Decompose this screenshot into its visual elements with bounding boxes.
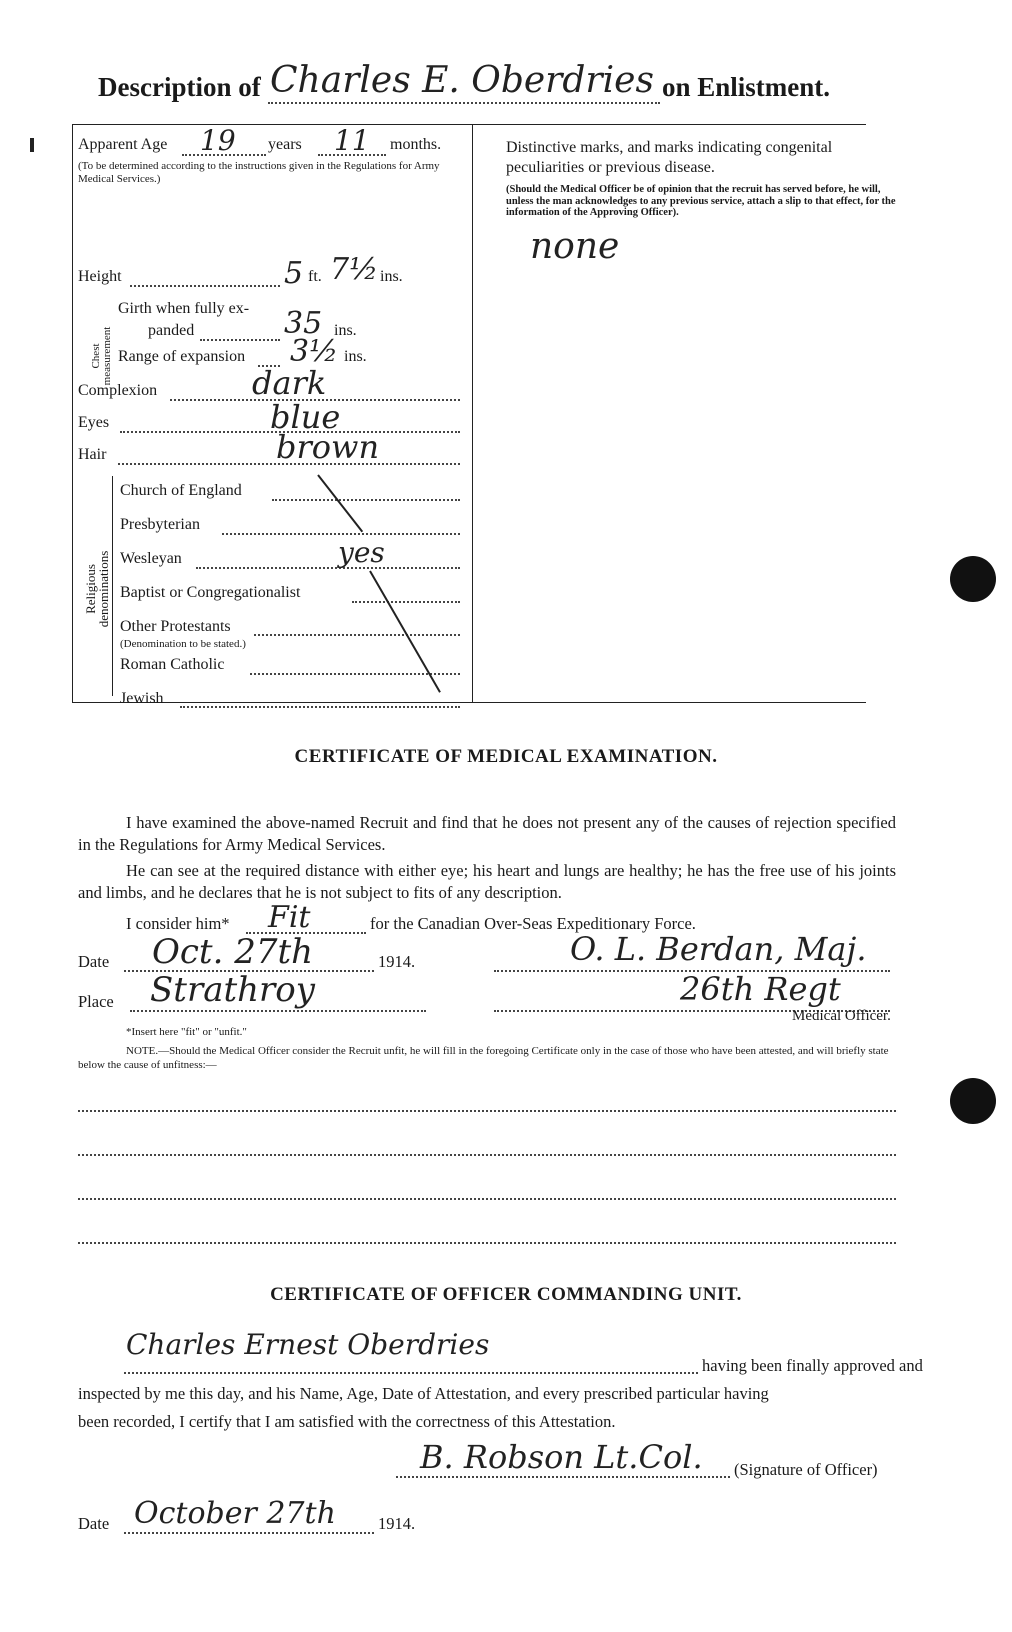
commanding-date-label: Date bbox=[78, 1514, 110, 1533]
commanding-recruit-name: Charles Ernest Oberdries bbox=[126, 1328, 490, 1361]
medical-heading: CERTIFICATE OF MEDICAL EXAMINATION. bbox=[294, 746, 718, 767]
medical-paragraph-2: He can see at the required distance with either eye; his heart and lungs are healthy; he has the free use of his joints and limbs, and he declares that he is not subject to fits of any description. bbox=[78, 861, 896, 902]
table-bottom-border bbox=[72, 702, 866, 703]
marks-note: (Should the Medical Officer be of opinion that the recruit has served before, he will, unless the man acknowledges to any previous service, attach a slip to that effect, for the information of the Approving Officer). bbox=[506, 184, 896, 218]
religion-line bbox=[222, 533, 460, 535]
age-years-value: 19 bbox=[200, 124, 236, 157]
recruit-name-handwritten: Charles E. Oberdries bbox=[270, 60, 654, 101]
medical-date-label: Date bbox=[78, 952, 110, 971]
medical-place-line bbox=[130, 1010, 426, 1012]
commanding-date-value: October 27th bbox=[134, 1496, 336, 1531]
range-label: Range of expansion bbox=[118, 348, 246, 365]
religion-pen-stroke bbox=[317, 474, 363, 532]
medical-officer-label: Medical Officer. bbox=[792, 1008, 891, 1024]
girth-label-2: panded bbox=[148, 322, 195, 339]
age-label: Apparent Age bbox=[78, 136, 168, 153]
religion-item: Other Protestants bbox=[120, 618, 231, 635]
girth-value: 35 bbox=[284, 306, 323, 341]
religion-line bbox=[196, 567, 460, 569]
religion-other-note: (Denomination to be stated.) bbox=[120, 638, 246, 650]
medical-paragraph-1: I have examined the above-named Recruit and find that he does not present any of the causes of rejection specified in the Regulations for Army Medical Services. bbox=[78, 813, 896, 854]
age-years-label: years bbox=[268, 136, 302, 153]
marks-value: none bbox=[530, 226, 620, 267]
hair-label: Hair bbox=[78, 446, 107, 463]
range-ins-label: ins. bbox=[344, 348, 367, 365]
medical-place-label: Place bbox=[78, 992, 114, 1011]
height-ft-label: ft. bbox=[308, 268, 322, 285]
complexion-value: dark bbox=[252, 364, 327, 402]
girth-ins-label: ins. bbox=[334, 322, 357, 339]
commanding-text-1: having been finally approved and bbox=[702, 1356, 923, 1375]
height-label: Height bbox=[78, 268, 122, 285]
chest-side-label: Chest measurement bbox=[90, 326, 113, 386]
commanding-signature-line bbox=[396, 1476, 730, 1478]
consider-prefix: I consider him* bbox=[126, 914, 230, 933]
medical-date-value: Oct. 27th bbox=[152, 932, 314, 972]
eyes-label: Eyes bbox=[78, 414, 110, 431]
religion-line bbox=[254, 634, 460, 636]
table-top-border bbox=[72, 124, 866, 125]
religion-item: Jewish bbox=[120, 690, 164, 707]
unfitness-line bbox=[78, 1198, 896, 1200]
punch-hole bbox=[950, 1078, 996, 1124]
height-ins-label: ins. bbox=[380, 268, 403, 285]
table-middle-divider bbox=[472, 124, 473, 702]
medical-year: 1914. bbox=[378, 952, 416, 971]
religion-item: Roman Catholic bbox=[120, 656, 225, 673]
medical-unit: 26th Regt bbox=[680, 970, 841, 1008]
consider-suffix: for the Canadian Over-Seas Expeditionary Force. bbox=[370, 914, 696, 933]
unfitness-line bbox=[78, 1154, 896, 1156]
commanding-officer-signature: B. Robson Lt.Col. bbox=[420, 1438, 703, 1476]
religion-item: Church of England bbox=[120, 482, 242, 499]
unfitness-line bbox=[78, 1242, 896, 1244]
religion-line bbox=[272, 499, 460, 501]
commanding-heading: CERTIFICATE OF OFFICER COMMANDING UNIT. bbox=[270, 1284, 742, 1305]
title-name-line bbox=[268, 102, 660, 104]
complexion-label: Complexion bbox=[78, 382, 158, 399]
range-value: 3½ bbox=[290, 334, 339, 369]
title-suffix: on Enlistment. bbox=[662, 72, 831, 102]
height-line bbox=[130, 285, 280, 287]
religion-item: Baptist or Congregationalist bbox=[120, 584, 301, 601]
commanding-year: 1914. bbox=[378, 1514, 416, 1533]
height-feet-value: 5 bbox=[284, 256, 304, 291]
table-left-border bbox=[72, 124, 73, 702]
unfitness-line bbox=[78, 1110, 896, 1112]
religion-marked-value: yes bbox=[338, 536, 385, 569]
religion-line bbox=[180, 706, 460, 708]
consider-value: Fit bbox=[268, 900, 311, 935]
commanding-date-line bbox=[124, 1532, 374, 1534]
insert-note: *Insert here "fit" or "unfit." bbox=[126, 1026, 247, 1038]
girth-line bbox=[200, 339, 280, 341]
age-note: (To be determined according to the instructions given in the Regulations for Army Medical Services.) bbox=[78, 160, 440, 185]
commanding-signature-label: (Signature of Officer) bbox=[734, 1460, 878, 1479]
title-prefix: Description of bbox=[98, 72, 261, 102]
commanding-name-line bbox=[124, 1372, 698, 1374]
eyes-value: blue bbox=[270, 398, 341, 436]
medical-note: NOTE.—Should the Medical Officer consider the Recruit unfit, he will fill in the foregoing Certificate only in the case of those who have been attested, and will briefly state below the cause of unfitness:— bbox=[78, 1045, 889, 1071]
hair-value: brown bbox=[276, 428, 380, 466]
age-months-label: months. bbox=[390, 136, 442, 153]
girth-label-1: Girth when fully ex- bbox=[118, 300, 250, 317]
commanding-text-3: been recorded, I certify that I am satisfied with the correctness of this Attestation. bbox=[78, 1412, 616, 1431]
margin-mark bbox=[30, 138, 34, 152]
commanding-text-2: inspected by me this day, and his Name, Age, Date of Attestation, and every prescribed particular having bbox=[78, 1384, 769, 1403]
marks-heading: Distinctive marks, and marks indicating congenital peculiarities or previous disease. bbox=[506, 139, 833, 176]
religion-item: Wesleyan bbox=[120, 550, 182, 567]
religion-line bbox=[352, 601, 460, 603]
religion-item: Presbyterian bbox=[120, 516, 200, 533]
age-months-value: 11 bbox=[334, 124, 370, 157]
medical-officer-signature: O. L. Berdan, Maj. bbox=[570, 930, 867, 968]
medical-place-value: Strathroy bbox=[150, 970, 315, 1010]
punch-hole bbox=[950, 556, 996, 602]
religion-bracket bbox=[112, 476, 113, 696]
height-inches-value: 7½ bbox=[330, 252, 379, 287]
religion-side-label: Religious denominations bbox=[83, 550, 111, 628]
